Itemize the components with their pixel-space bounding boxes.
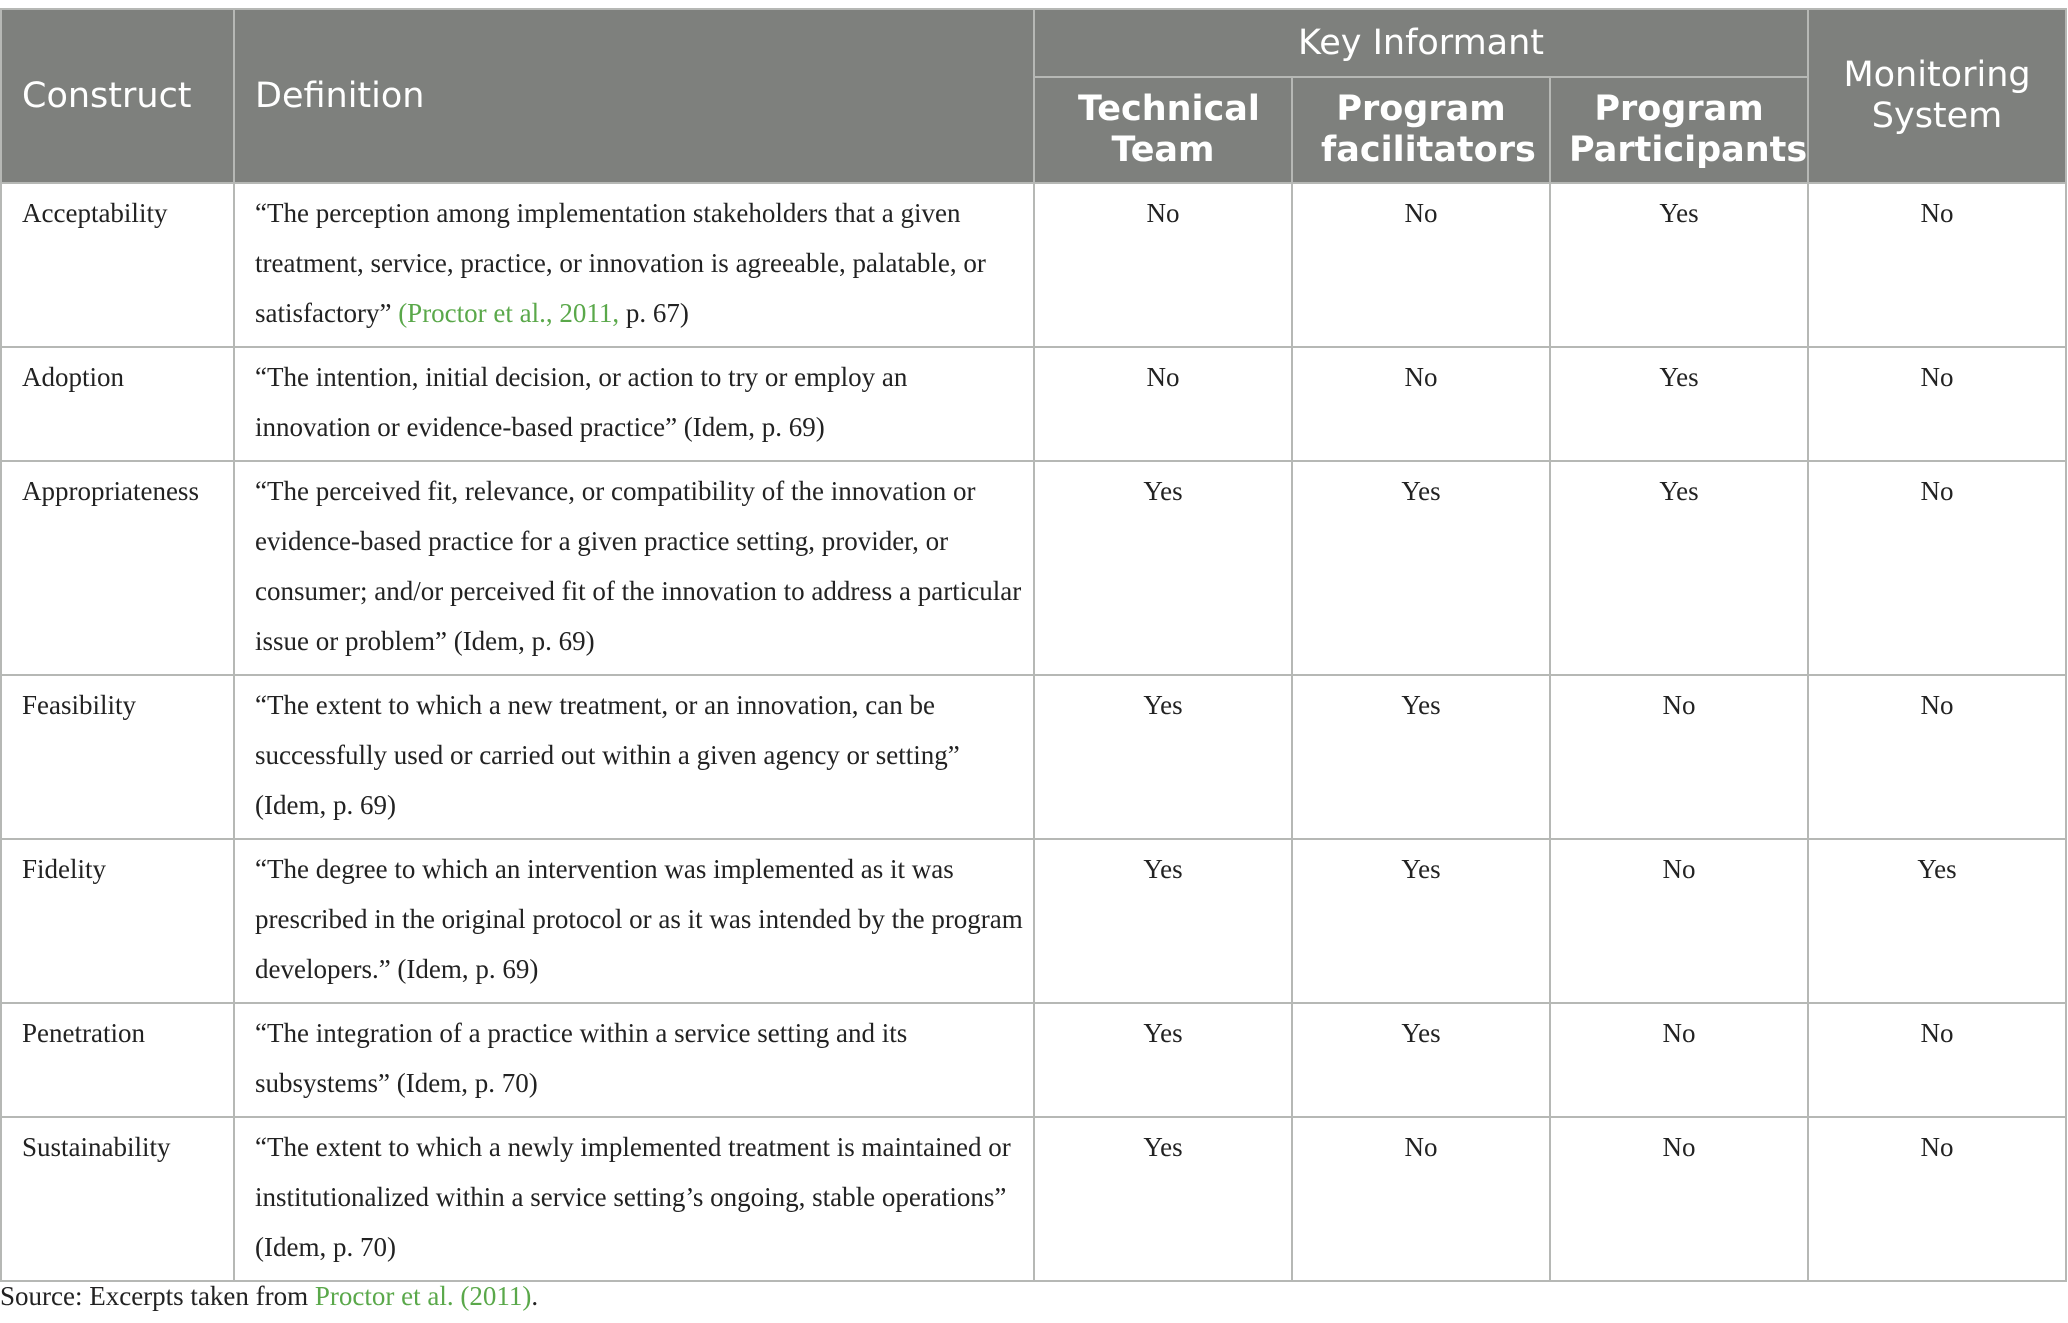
construct-cell: Penetration: [1, 1003, 234, 1117]
technical-team-cell: Yes: [1034, 839, 1292, 1003]
source-suffix: .: [531, 1281, 539, 1311]
technical-team-cell: Yes: [1034, 1117, 1292, 1281]
construct-cell: Fidelity: [1, 839, 234, 1003]
program-facilitators-cell: Yes: [1292, 461, 1550, 675]
table-source-note: [0, 1276, 538, 1316]
table-row: [1, 461, 2066, 675]
header-technical-team-label: Technical Team: [1078, 89, 1260, 170]
program-participants-cell: Yes: [1550, 183, 1808, 347]
program-facilitators-cell: Yes: [1292, 1003, 1550, 1117]
header-construct: Construct: [1, 9, 234, 183]
program-facilitators-cell: No: [1292, 1117, 1550, 1281]
construct-cell: Acceptability: [1, 183, 234, 347]
header-program-participants: [1550, 77, 1808, 183]
table-header: [1, 9, 2066, 183]
header-monitoring-system-label: Monitoring System: [1843, 55, 2031, 136]
definition-cell: “The degree to which an intervention was implemented as it was prescribed in the original protocol or as it was intended by the program developers.” (Idem, p. 69): [234, 839, 1034, 1003]
program-participants-cell: No: [1550, 1117, 1808, 1281]
header-program-facilitators: [1292, 77, 1550, 183]
table-container: [0, 8, 2066, 1282]
constructs-table: [0, 8, 2067, 1282]
header-technical-team: [1034, 77, 1292, 183]
definition-tail: p. 67): [619, 298, 689, 328]
table-row: [1, 183, 2066, 347]
monitoring-system-cell: Yes: [1808, 839, 2066, 1003]
definition-cell: “The intention, initial decision, or action to try or employ an innovation or evidence-based practice” (Idem, p. 69): [234, 347, 1034, 461]
construct-cell: Sustainability: [1, 1117, 234, 1281]
monitoring-system-cell: No: [1808, 1003, 2066, 1117]
table-row: [1, 839, 2066, 1003]
program-participants-cell: No: [1550, 675, 1808, 839]
program-participants-cell: No: [1550, 1003, 1808, 1117]
header-definition: Definition: [234, 9, 1034, 183]
program-facilitators-cell: Yes: [1292, 839, 1550, 1003]
table-row: [1, 1117, 2066, 1281]
construct-cell: Adoption: [1, 347, 234, 461]
technical-team-cell: No: [1034, 183, 1292, 347]
construct-cell: Appropriateness: [1, 461, 234, 675]
monitoring-system-cell: No: [1808, 183, 2066, 347]
table-row: [1, 347, 2066, 461]
header-row-1: [1, 9, 2066, 77]
monitoring-system-cell: No: [1808, 1117, 2066, 1281]
program-participants-cell: Yes: [1550, 461, 1808, 675]
header-program-participants-label: Program Participants: [1569, 89, 1808, 170]
source-citation-link[interactable]: Proctor et al. (2011): [314, 1281, 532, 1311]
definition-cell: [234, 183, 1034, 347]
table-row: [1, 1003, 2066, 1117]
technical-team-cell: Yes: [1034, 675, 1292, 839]
monitoring-system-cell: No: [1808, 461, 2066, 675]
header-monitoring-system: [1808, 9, 2066, 183]
program-facilitators-cell: No: [1292, 183, 1550, 347]
program-facilitators-cell: No: [1292, 347, 1550, 461]
technical-team-cell: Yes: [1034, 1003, 1292, 1117]
definition-cell: “The integration of a practice within a service setting and its subsystems” (Idem, p. 70): [234, 1003, 1034, 1117]
table-row: [1, 675, 2066, 839]
table-body: [1, 183, 2066, 1281]
header-key-informant: Key Informant: [1034, 9, 1808, 77]
header-program-facilitators-label: Program facilitators: [1321, 89, 1536, 170]
definition-cell: “The extent to which a new treatment, or an innovation, can be successfully used or carried out within a given agency or setting” (Idem, p. 69): [234, 675, 1034, 839]
definition-cell: “The extent to which a newly implemented treatment is maintained or institutionalized within a service setting’s ongoing, stable operations” (Idem, p. 70): [234, 1117, 1034, 1281]
definition-cell: “The perceived fit, relevance, or compatibility of the innovation or evidence-based practice for a given practice setting, provider, or consumer; and/or perceived fit of the innovation to address a particular issue or problem” (Idem, p. 69): [234, 461, 1034, 675]
technical-team-cell: No: [1034, 347, 1292, 461]
program-participants-cell: Yes: [1550, 347, 1808, 461]
monitoring-system-cell: No: [1808, 347, 2066, 461]
program-participants-cell: No: [1550, 839, 1808, 1003]
technical-team-cell: Yes: [1034, 461, 1292, 675]
citation-link[interactable]: (Proctor et al., 2011,: [398, 298, 620, 328]
monitoring-system-cell: No: [1808, 675, 2066, 839]
program-facilitators-cell: Yes: [1292, 675, 1550, 839]
definition-text: “The perception among implementation stakeholders that a given treatment, service, practice, or innovation is agreeable, palatable, or satisfactory”: [255, 198, 986, 328]
construct-cell: Feasibility: [1, 675, 234, 839]
source-prefix: Source: Excerpts taken from: [0, 1281, 315, 1311]
